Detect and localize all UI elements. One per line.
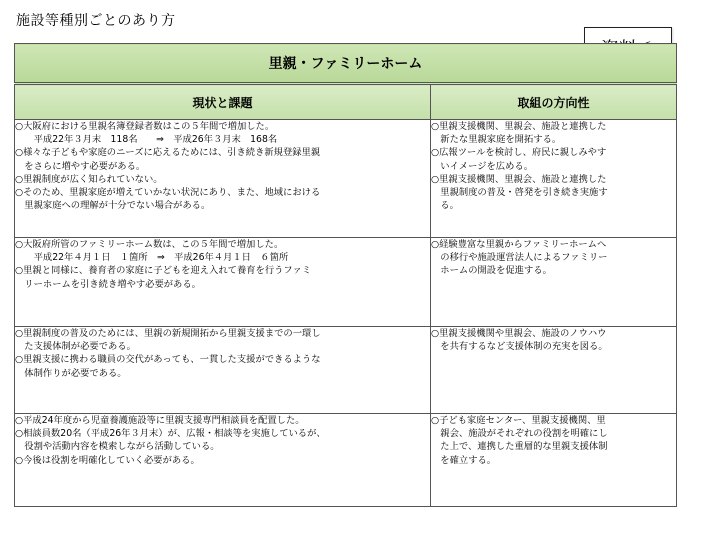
text-line: ○平成24年度から児童養護施設等に里親支援専門相談員を配置した。 — [15, 415, 305, 426]
direction-cell — [431, 238, 677, 327]
text-line: ○経験豊富な里親からファミリーホームへ — [431, 239, 607, 250]
table-row — [15, 414, 677, 507]
text-line: ○大阪府における里親名簿登録者数はこの５年間で増加した。 — [15, 121, 275, 132]
text-line: ○大阪府所管のファミリーホーム数は、この５年間で増加した。 — [15, 239, 284, 250]
text-line: ○里親支援機関、里親会、施設と連携した — [431, 173, 607, 185]
table-row — [15, 327, 677, 414]
text-line: ○広報ツールを検討し、府民に親しみやす — [431, 147, 607, 159]
direction-cell — [431, 120, 677, 238]
text-line: ○里親支援機関や里親会、施設のノウハウ — [431, 328, 607, 339]
text-line: た支援体制が必要である。 — [15, 341, 136, 353]
text-line: ○里親支援機関、里親会、施設と連携した — [431, 121, 607, 132]
text-line: ○里親制度が広く知られていない。 — [15, 173, 163, 185]
direction-cell — [431, 414, 677, 507]
text-line: をさらに増やす必要がある。 — [15, 160, 146, 172]
text-line: 平成22年３月末 118名 ⇒ 平成26年３月末 168名 — [15, 134, 278, 146]
issues-cell — [15, 327, 431, 414]
text-line: 平成22年４月１日 １箇所 ⇒ 平成26年４月１日 ６箇所 — [15, 252, 289, 264]
text-line: 里親制度の普及・啓発を引き続き実施す — [431, 187, 608, 199]
direction-cell — [431, 327, 677, 414]
text-line: 親会、施設がそれぞれの役割を明確にし — [431, 428, 608, 440]
table-row — [15, 120, 677, 238]
policy-table — [14, 43, 677, 507]
text-line: を確立する。 — [431, 454, 497, 466]
issues-cell — [15, 120, 431, 238]
text-line: た上で、連携した重層的な里親支援体制 — [431, 441, 608, 453]
text-line: 役割や活動内容を模索しながら活動している。 — [15, 441, 220, 453]
text-line: ○子ども家庭センター、里親支援機関、里 — [431, 415, 606, 426]
page-title: 施設等種別ごとのあり方 — [16, 13, 176, 29]
table-title: 里親・ファミリーホーム — [15, 44, 677, 84]
header-direction: 取組の方向性 — [431, 84, 677, 120]
text-line: ○様々な子どもや家庭のニーズに応えるためには、引き続き新規登録里親 — [15, 147, 321, 159]
text-line: ○今後は役割を明確化していく必要がある。 — [15, 454, 200, 466]
table-row — [15, 238, 677, 327]
text-line: 新たな里親家庭を開拓する。 — [431, 134, 562, 146]
header-current-issues: 現状と課題 — [15, 84, 431, 120]
text-line: ホームの開設を促進する。 — [431, 265, 552, 277]
text-line: リーホームを引き続き増やす必要がある。 — [15, 278, 201, 290]
text-line: ○里親制度の普及のためには、里親の新規開拓から里親支援までの一環し — [15, 328, 321, 339]
text-line: ○里親と同様に、養育者の家庭に子どもを迎え入れて養育を行うファミ — [15, 265, 312, 277]
issues-cell — [15, 414, 431, 507]
text-line: 体制作りが必要である。 — [15, 367, 127, 379]
text-line: ○里親支援に携わる職員の交代があっても、一貫した支援ができるような — [15, 354, 321, 366]
text-line: る。 — [431, 200, 459, 212]
table-title-row — [15, 44, 677, 84]
issues-cell — [15, 238, 431, 327]
table-header-row — [15, 84, 677, 120]
text-line: ○そのため、里親家庭が増えていかない状況にあり、また、地域における — [15, 187, 321, 199]
text-line: ○相談員数20名（平成26年３月末）が、広報・相談等を実施しているが、 — [15, 428, 326, 440]
text-line: いイメージを広める。 — [431, 160, 533, 172]
text-line: を共有するなど支援体制の充実を図る。 — [431, 341, 608, 353]
text-line: 里親家庭への理解が十分でない場合がある。 — [15, 200, 211, 212]
text-line: の移行や施設運営法人によるファミリー — [431, 252, 608, 264]
